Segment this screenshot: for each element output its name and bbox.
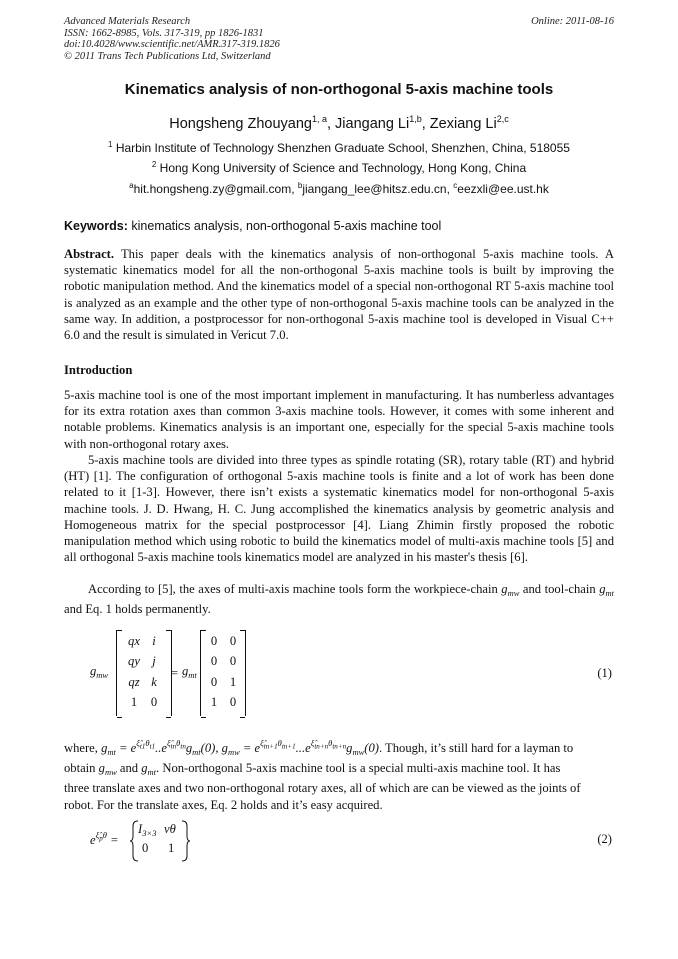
author-sup: 2,c bbox=[496, 114, 509, 124]
journal-name: Advanced Materials Research bbox=[64, 16, 191, 27]
where-line-1: where, $g_{mt} = e^{\xî_{t1}\theta_{t1}}..e^{\xî_{tn}\theta_{tn}}g_{mt}(0)$, $g_{mw} = e^{\xî_{tn+1}\theta_{tn+1}}...e^{\xî_{tn+n}\theta_{tn+n}}g_{mw}(0)$. Though, it’s still hard for a layman to bbox=[64, 738, 574, 757]
author-name: Hongsheng Zhouyang bbox=[169, 115, 312, 132]
email-text: hit.hongsheng.zy@gmail.com, bbox=[133, 182, 298, 196]
author-sup: 1,b bbox=[409, 114, 422, 124]
intro-p3-a: According to [5], the axes of multi-axis machine tools form the workpiece-chain bbox=[88, 582, 498, 596]
section-heading-introduction: Introduction bbox=[64, 363, 133, 377]
journal-doi: doi:10.4028/www.scientific.net/AMR.317-319.1826 bbox=[64, 39, 280, 50]
intro-paragraph-3 bbox=[64, 581, 614, 617]
eq2-lhs: $e^{\xî_p\theta}$ = bbox=[90, 830, 119, 847]
where-line-3: three translate axes and two non-orthogonal rotary axes, all of which are can be viewed as the joints of bbox=[64, 781, 581, 796]
matrix-cell: 0 bbox=[210, 675, 218, 689]
where-and: and bbox=[119, 761, 139, 776]
email-sup: a bbox=[129, 181, 134, 190]
eq1-rhs-symbol: $g_{mt}$ bbox=[182, 664, 197, 680]
where-mid: . Though, it’s still hard for a layman to bbox=[378, 741, 574, 755]
matrix-cell: qy bbox=[128, 654, 140, 668]
affiliation-1 bbox=[0, 140, 678, 155]
journal-header bbox=[64, 16, 280, 62]
author-sup: 1, a bbox=[311, 114, 327, 124]
g-mt-product-formula: $g_{mt} = e^{\xî_{t1}\theta_{t1}}..e^{\xî_{tn}\theta_{tn}}g_{mt}(0)$ bbox=[101, 738, 216, 757]
matrix-cell: qx bbox=[128, 634, 140, 648]
keywords-label: Keywords: bbox=[64, 219, 128, 233]
where-line-4: robot. For the translate axes, Eq. 2 holds and it’s easy acquired. bbox=[64, 797, 383, 812]
intro-paragraph-2: 5-axis machine tools are divided into three types as spindle rotating (SR), rotary table (RT) and hybrid (HT) [1]. The configuration of orthogonal 5-axis machine tools is finite and a lot of work has been done related to it [1-3]. However, there isn’t exists a systematic kinematics model for non-orthogonal 5-axis machine tools. J. D. Hwang, H. C. Jung accomplished the kinematics analysis by geometric analysis and Homogeneous matrix for the special postprocessor [4]. Liang Zhimin firstly proposed the robotic manipulation method which using robotic to build the kinematics model of multi-axis machine tools [5] and all orthogonal 5-axis machine tools kinematics model are analyzed in his master's thesis [6]. bbox=[64, 453, 614, 565]
email-text: eezxli@ee.ust.hk bbox=[457, 182, 549, 196]
matrix-cell: 0 bbox=[150, 695, 158, 709]
matrix-cell: 0 bbox=[210, 654, 218, 668]
matrix-cell: 1 bbox=[210, 695, 218, 709]
email-line bbox=[0, 181, 678, 196]
author-name: Zexiang Li bbox=[429, 115, 497, 132]
matrix-cell: k bbox=[151, 675, 157, 689]
matrix-cell: 0 bbox=[229, 695, 237, 709]
email-sup: b bbox=[297, 181, 303, 190]
g-mt-symbol: $g_{mt}$ bbox=[599, 582, 615, 598]
intro-p3-b: and tool-chain bbox=[522, 582, 596, 596]
matrix-cell: 0 bbox=[210, 634, 218, 648]
affiliation-sup: 1 bbox=[108, 140, 113, 149]
intro-paragraph-1: 5-axis machine tool is one of the most important implement in manufacturing. It has numberless advantages for its extra rotation axes than common 3-axis machine tools. However, it comes with some inherent and notable problems. Kinematics analysis is an important one, especially for the special 5-axis machine tools with non-orthogonal rotary axes. bbox=[64, 388, 614, 451]
g-mw-symbol: $g_{mw}$ bbox=[501, 582, 520, 598]
affiliation-text: Harbin Institute of Technology Shenzhen Graduate School, Shenzhen, China, 518055 bbox=[115, 141, 570, 155]
paper-title: Kinematics analysis of non-orthogonal 5-axis machine tools bbox=[124, 81, 554, 98]
intro-p3-c: and Eq. 1 holds permanently. bbox=[64, 602, 211, 617]
where-prefix: where, bbox=[64, 741, 98, 755]
matrix-cell: 1 bbox=[229, 675, 237, 689]
matrix-cell: 0 bbox=[229, 654, 237, 668]
author-line: Hongsheng Zhouyang$^{1, a}$, Jiangang Li$^{1,b}$, Zexiang Li$^{2,c}$ bbox=[169, 114, 509, 132]
author-name: Jiangang Li bbox=[335, 115, 410, 132]
affiliation-2 bbox=[0, 160, 678, 175]
eq1-lhs-symbol: $g_{mw}$ bbox=[90, 664, 109, 680]
matrix-cell: qz bbox=[128, 675, 140, 689]
matrix-cell: 1 bbox=[130, 695, 138, 709]
eq2-cell-vtheta: vθ bbox=[164, 822, 176, 836]
eq2-cell-i: $I_{3\times 3}$ bbox=[138, 822, 157, 838]
abstract-label: Abstract. bbox=[64, 247, 115, 261]
eq2-number: (2) bbox=[597, 832, 612, 846]
matrix-cell: i bbox=[152, 634, 156, 648]
eq1-number: (1) bbox=[597, 666, 612, 680]
keywords bbox=[64, 219, 441, 233]
eq2-cell-zero: 0 bbox=[142, 841, 149, 855]
affiliation-text: Hong Kong University of Science and Technology, Hong Kong, China bbox=[159, 161, 527, 175]
where-line2-rest: . Non-orthogonal 5-axis machine tool is a special multi-axis machine tool. It has bbox=[156, 761, 561, 776]
affiliation-sup: 2 bbox=[151, 160, 157, 169]
abstract-text: This paper deals with the kinematics analysis of non-orthogonal 5-axis machine tools. A systematic kinematics model for all the non-orthogonal 5-axis machine tools is built by improving the robotic manipulation method. And the kinematics model of a special non-orthogonal RT 5-axis machine tool is analyzed as an example and the other type of non-orthogonal 5-axis machine tools can be analyzed in the same way. In addition, a postprocessor for non-orthogonal 5-axis machine tool is developed in Visual C++ 6.0 and the result is simulated in Vericut 7.0. bbox=[64, 247, 614, 343]
matrix-cell: j bbox=[152, 654, 156, 668]
eq1-equals: = bbox=[171, 666, 179, 680]
keywords-text: kinematics analysis, non-orthogonal 5-axis machine tool bbox=[131, 219, 442, 233]
where-paragraph bbox=[64, 735, 614, 813]
abstract bbox=[64, 246, 614, 343]
online-date: Online: 2011-08-16 bbox=[531, 16, 614, 27]
journal-issn: ISSN: 1662-8985, Vols. 317-319, pp 1826-1831 bbox=[64, 27, 264, 39]
g-mw-product-formula: $g_{mw} = e^{\xî_{tn+1}\theta_{tn+1}}...e^{\xî_{tn+n}\theta_{tn+n}}g_{mw}(0)$ bbox=[221, 738, 379, 757]
g-mt-symbol: $g_{mt}$ bbox=[141, 761, 157, 778]
matrix-cell: 0 bbox=[229, 634, 237, 648]
email-text: jiangang_lee@hitsz.edu.cn, bbox=[302, 182, 454, 196]
where-obtain: obtain bbox=[64, 761, 96, 776]
where-line-2 bbox=[64, 760, 614, 780]
journal-copyright: © 2011 Trans Tech Publications Ltd, Switzerland bbox=[64, 50, 271, 62]
eq2-cell-one: 1 bbox=[168, 841, 175, 855]
g-mw-symbol: $g_{mw}$ bbox=[98, 761, 117, 778]
email-sup: c bbox=[453, 181, 458, 190]
